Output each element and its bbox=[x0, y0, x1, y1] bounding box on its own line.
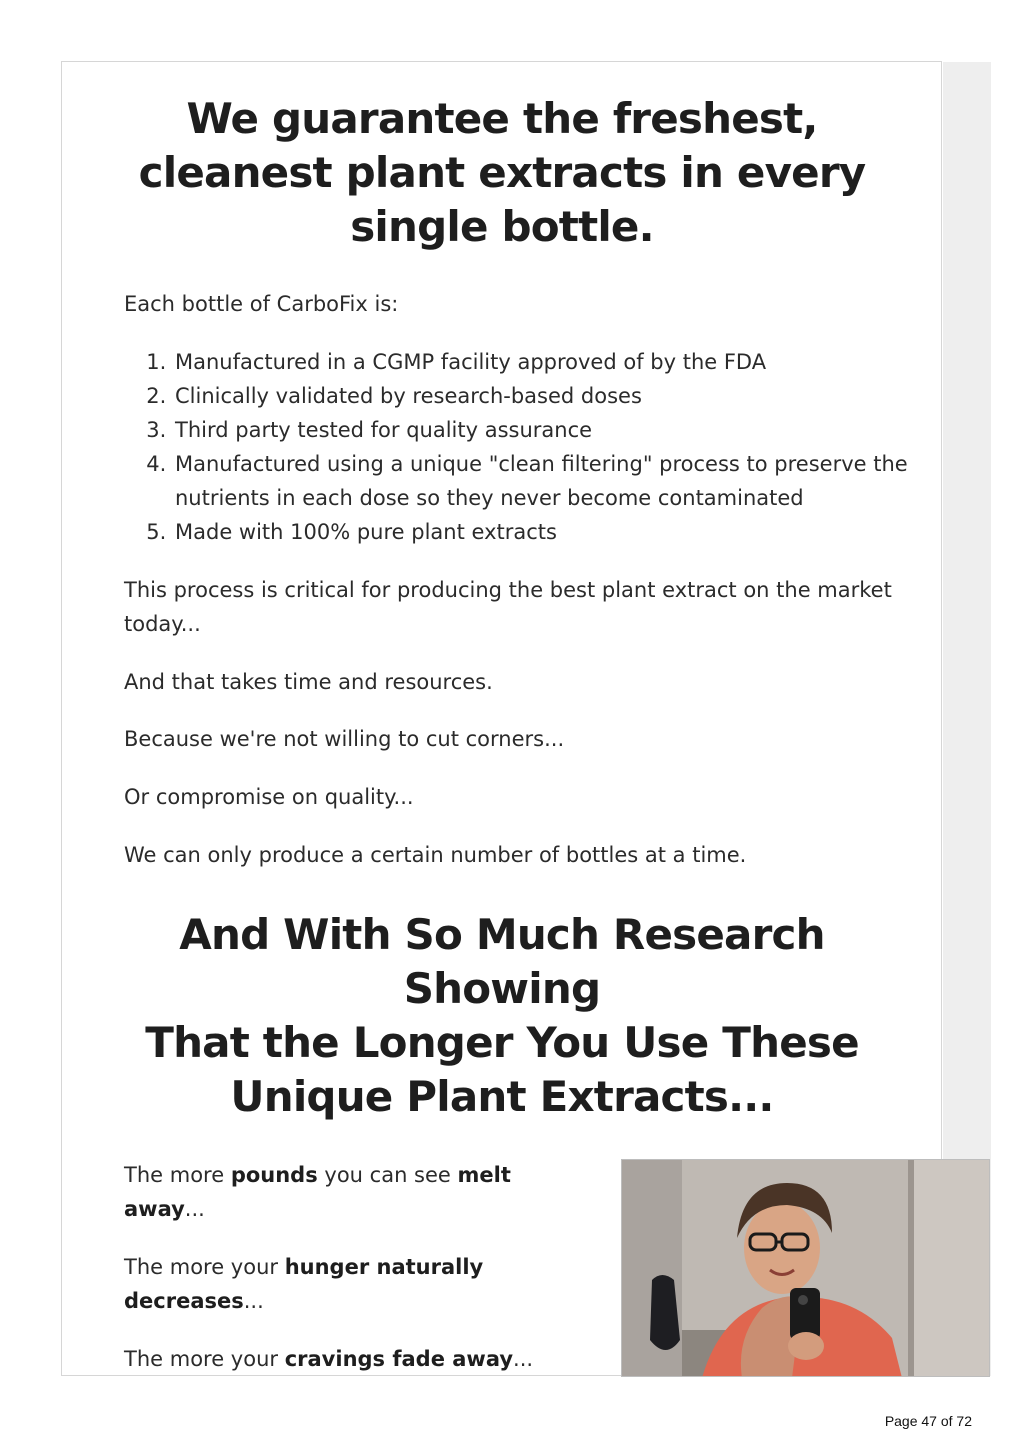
paragraph: We can only produce a certain number of bottles at a time. bbox=[124, 843, 747, 867]
paragraph: Or compromise on quality... bbox=[124, 785, 414, 809]
section-headline: And With So Much Research Showing That the Longer You Use These Unique Plant Extracts... bbox=[145, 910, 859, 1121]
benefit-paragraph: The more your hunger naturally decreases... bbox=[124, 1255, 484, 1313]
feature-list bbox=[124, 345, 942, 549]
benefit-paragraph: The more pounds you can see melt away... bbox=[124, 1163, 511, 1221]
list-item: 4. Manufactured using a unique "clean filtering" process to preserve the nutrients in each dose so they never become contaminated bbox=[173, 447, 942, 515]
list-item: 1. Manufactured in a CGMP facility approved of by the FDA bbox=[173, 345, 942, 379]
mirror-selfie-photo bbox=[621, 1159, 990, 1377]
list-item: 5. Made with 100% pure plant extracts bbox=[173, 515, 942, 549]
list-item: 2. Clinically validated by research-based doses bbox=[173, 379, 942, 413]
main-headline: We guarantee the freshest, cleanest plant extracts in every single bottle. bbox=[138, 94, 866, 251]
paragraph: This process is critical for producing the best plant extract on the market today... bbox=[124, 578, 892, 636]
list-item: 3. Third party tested for quality assurance bbox=[173, 413, 942, 447]
paragraph: Because we're not willing to cut corners... bbox=[124, 727, 565, 751]
paragraph: And that takes time and resources. bbox=[124, 670, 493, 694]
benefit-paragraph: The more your cravings fade away... bbox=[124, 1347, 534, 1371]
page-number: Page 47 of 72 bbox=[884, 1413, 972, 1429]
intro-text: Each bottle of CarboFix is: bbox=[124, 292, 399, 316]
